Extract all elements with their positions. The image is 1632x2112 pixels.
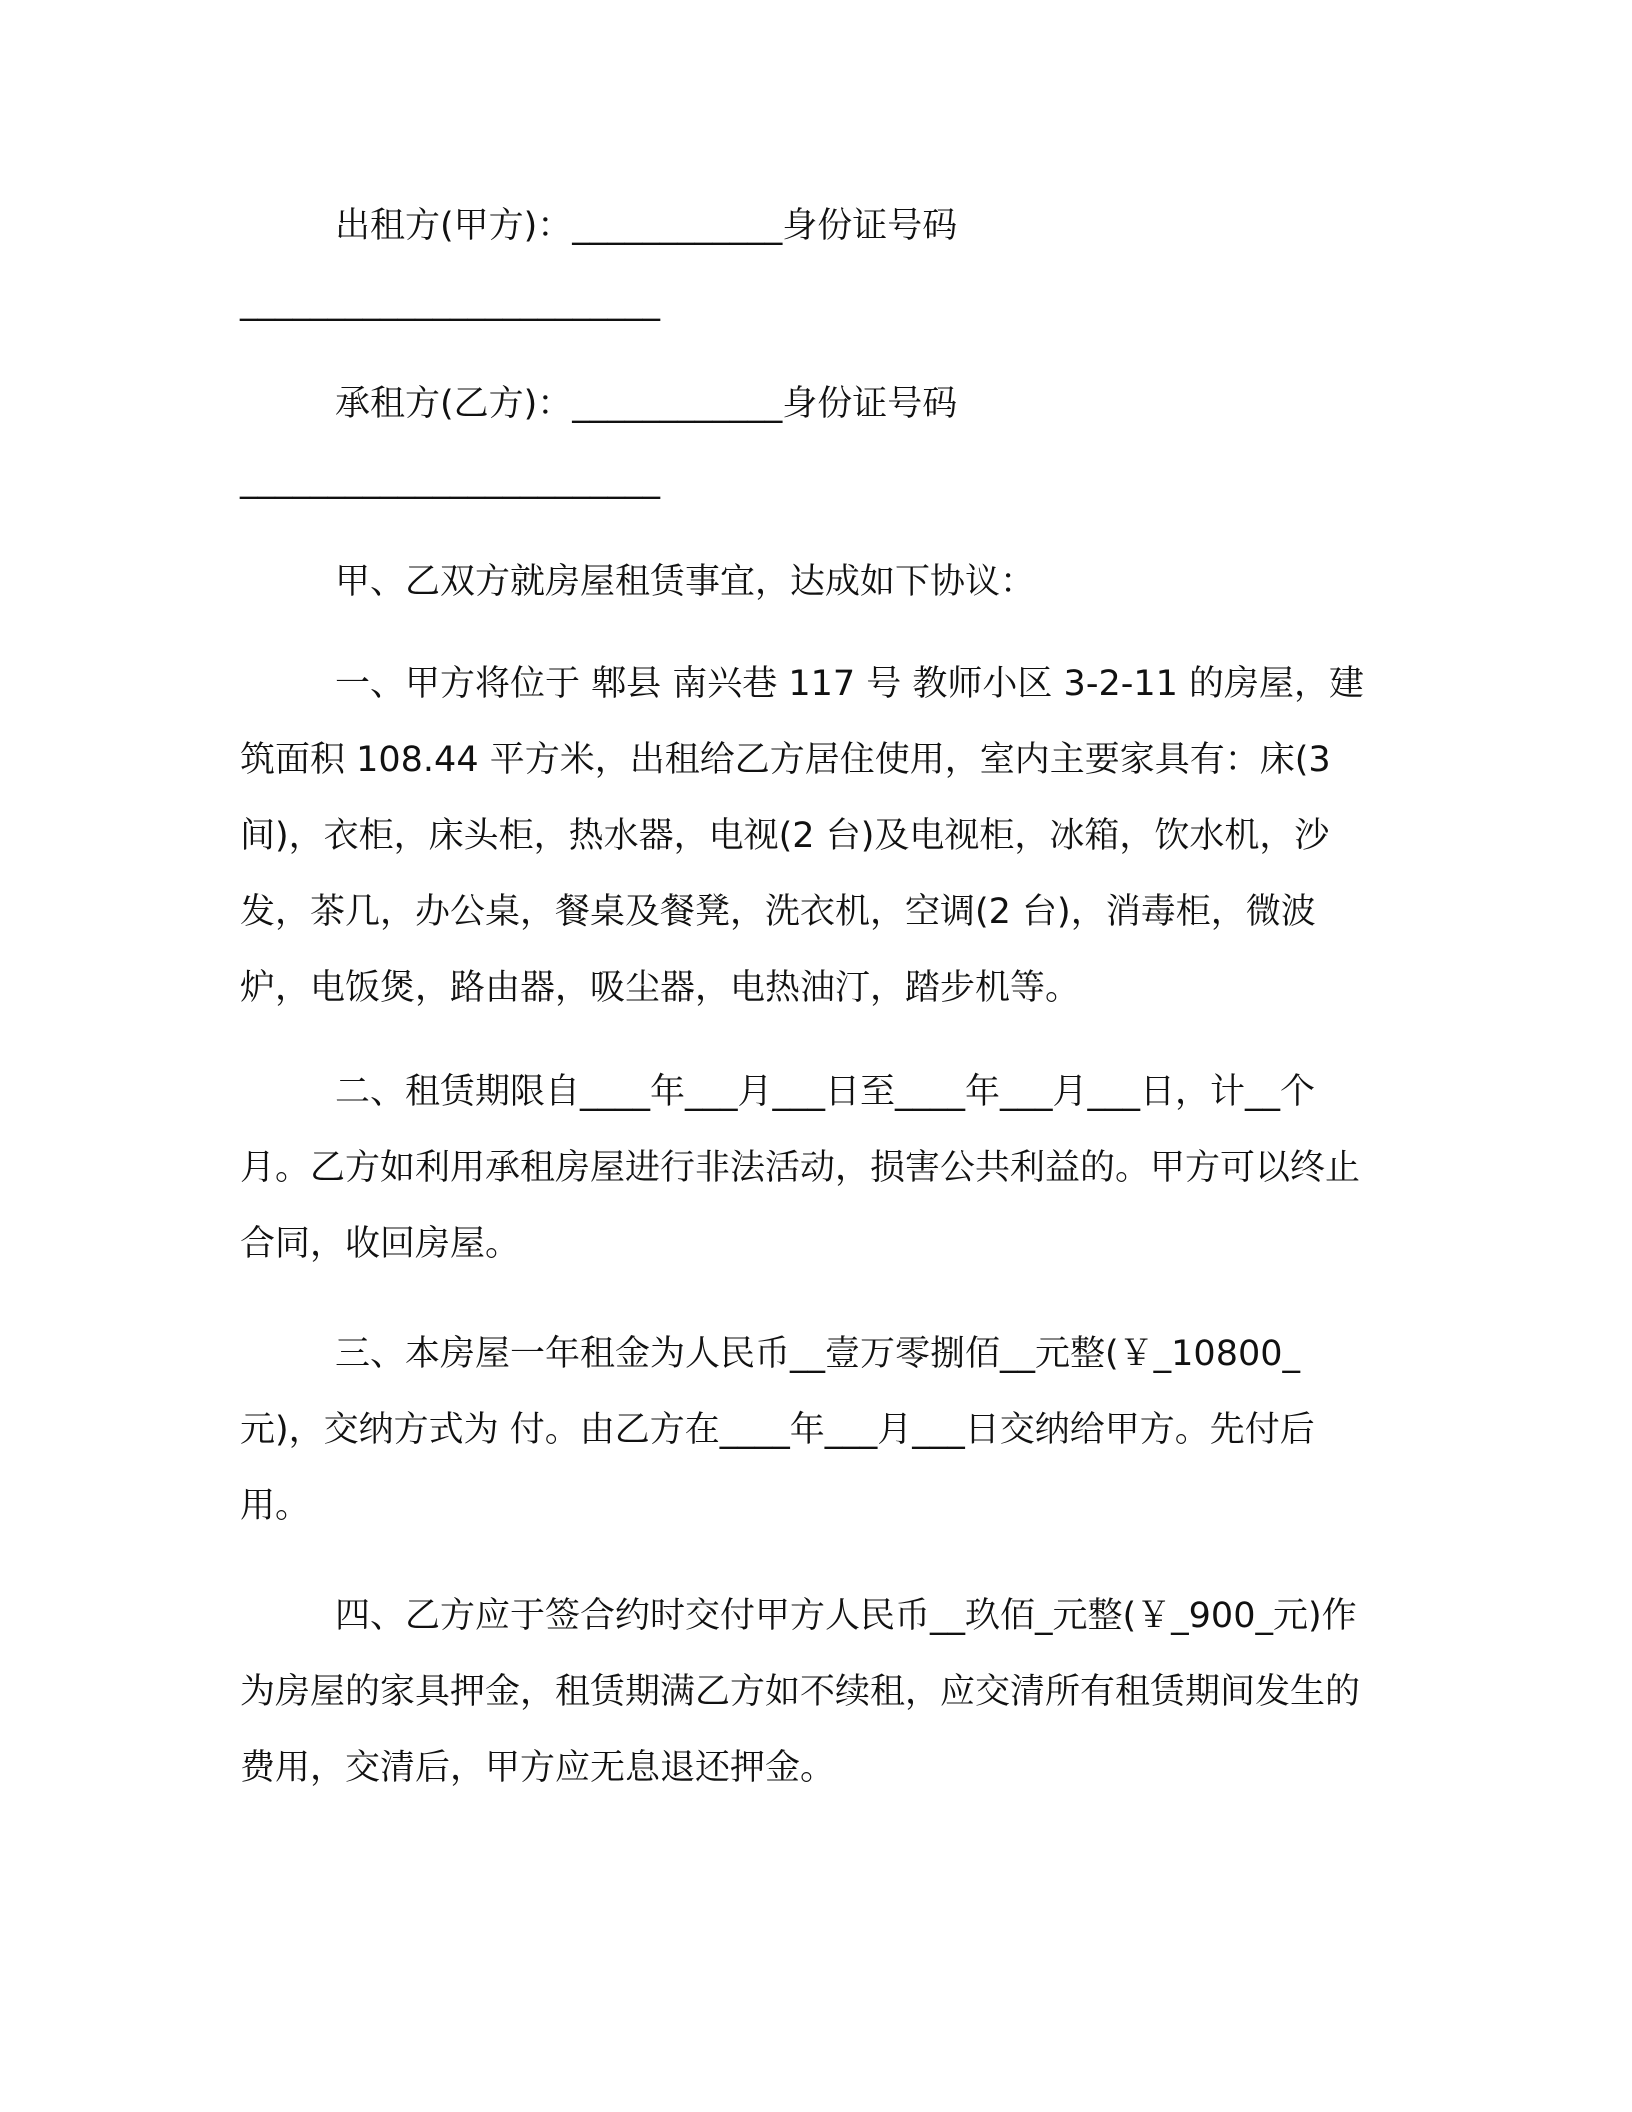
lessor-id-blank: ________________________ [240,282,660,322]
lessor-line: 出租方(甲方)：____________身份证号码 [335,206,958,246]
clause-4-deposit: 四、乙方应于签合约时交付甲方人民币__玖佰_元整(￥_900_元)作为房屋的家具押金，租赁期满乙方如不续租，应交清所有租赁期间发生的费用，交清后，甲方应无息退还押金。 [240,1596,1361,1788]
lessee-id-blank: ________________________ [240,460,660,500]
document-body [240,188,1380,1806]
clause-2-term: 二、租赁期限自____年___月___日至____年___月___日，计__个月。乙方如利用承租房屋进行非法活动，损害公共利益的。甲方可以终止合同，收回房屋。 [240,1072,1361,1264]
agreement-intro: 甲、乙双方就房屋租赁事宜，达成如下协议： [335,562,1036,602]
clause-3-rent: 三、本房屋一年租金为人民币__壹万零捌佰__元整(￥_10800_元)，交纳方式为 付。由乙方在____年___月___日交纳给甲方。先付后用。 [240,1334,1315,1526]
lessee-line: 承租方(乙方)：____________身份证号码 [335,384,958,424]
clause-1-premises: 一、甲方将位于 郫县 南兴巷 117 号 教师小区 3-2-11 的房屋，建筑面积 108.44 平方米，出租给乙方居住使用，室内主要家具有：床(3 间)，衣柜，床头柜，热水器，电视(2 台)及电视柜，冰箱，饮水机，沙发，茶几，办公桌，餐桌及餐凳，洗衣机，空调(2 台)，消毒柜，微波炉，电饭煲，路由器，吸尘器，电热油汀，踏步机等。 [240,664,1365,1008]
